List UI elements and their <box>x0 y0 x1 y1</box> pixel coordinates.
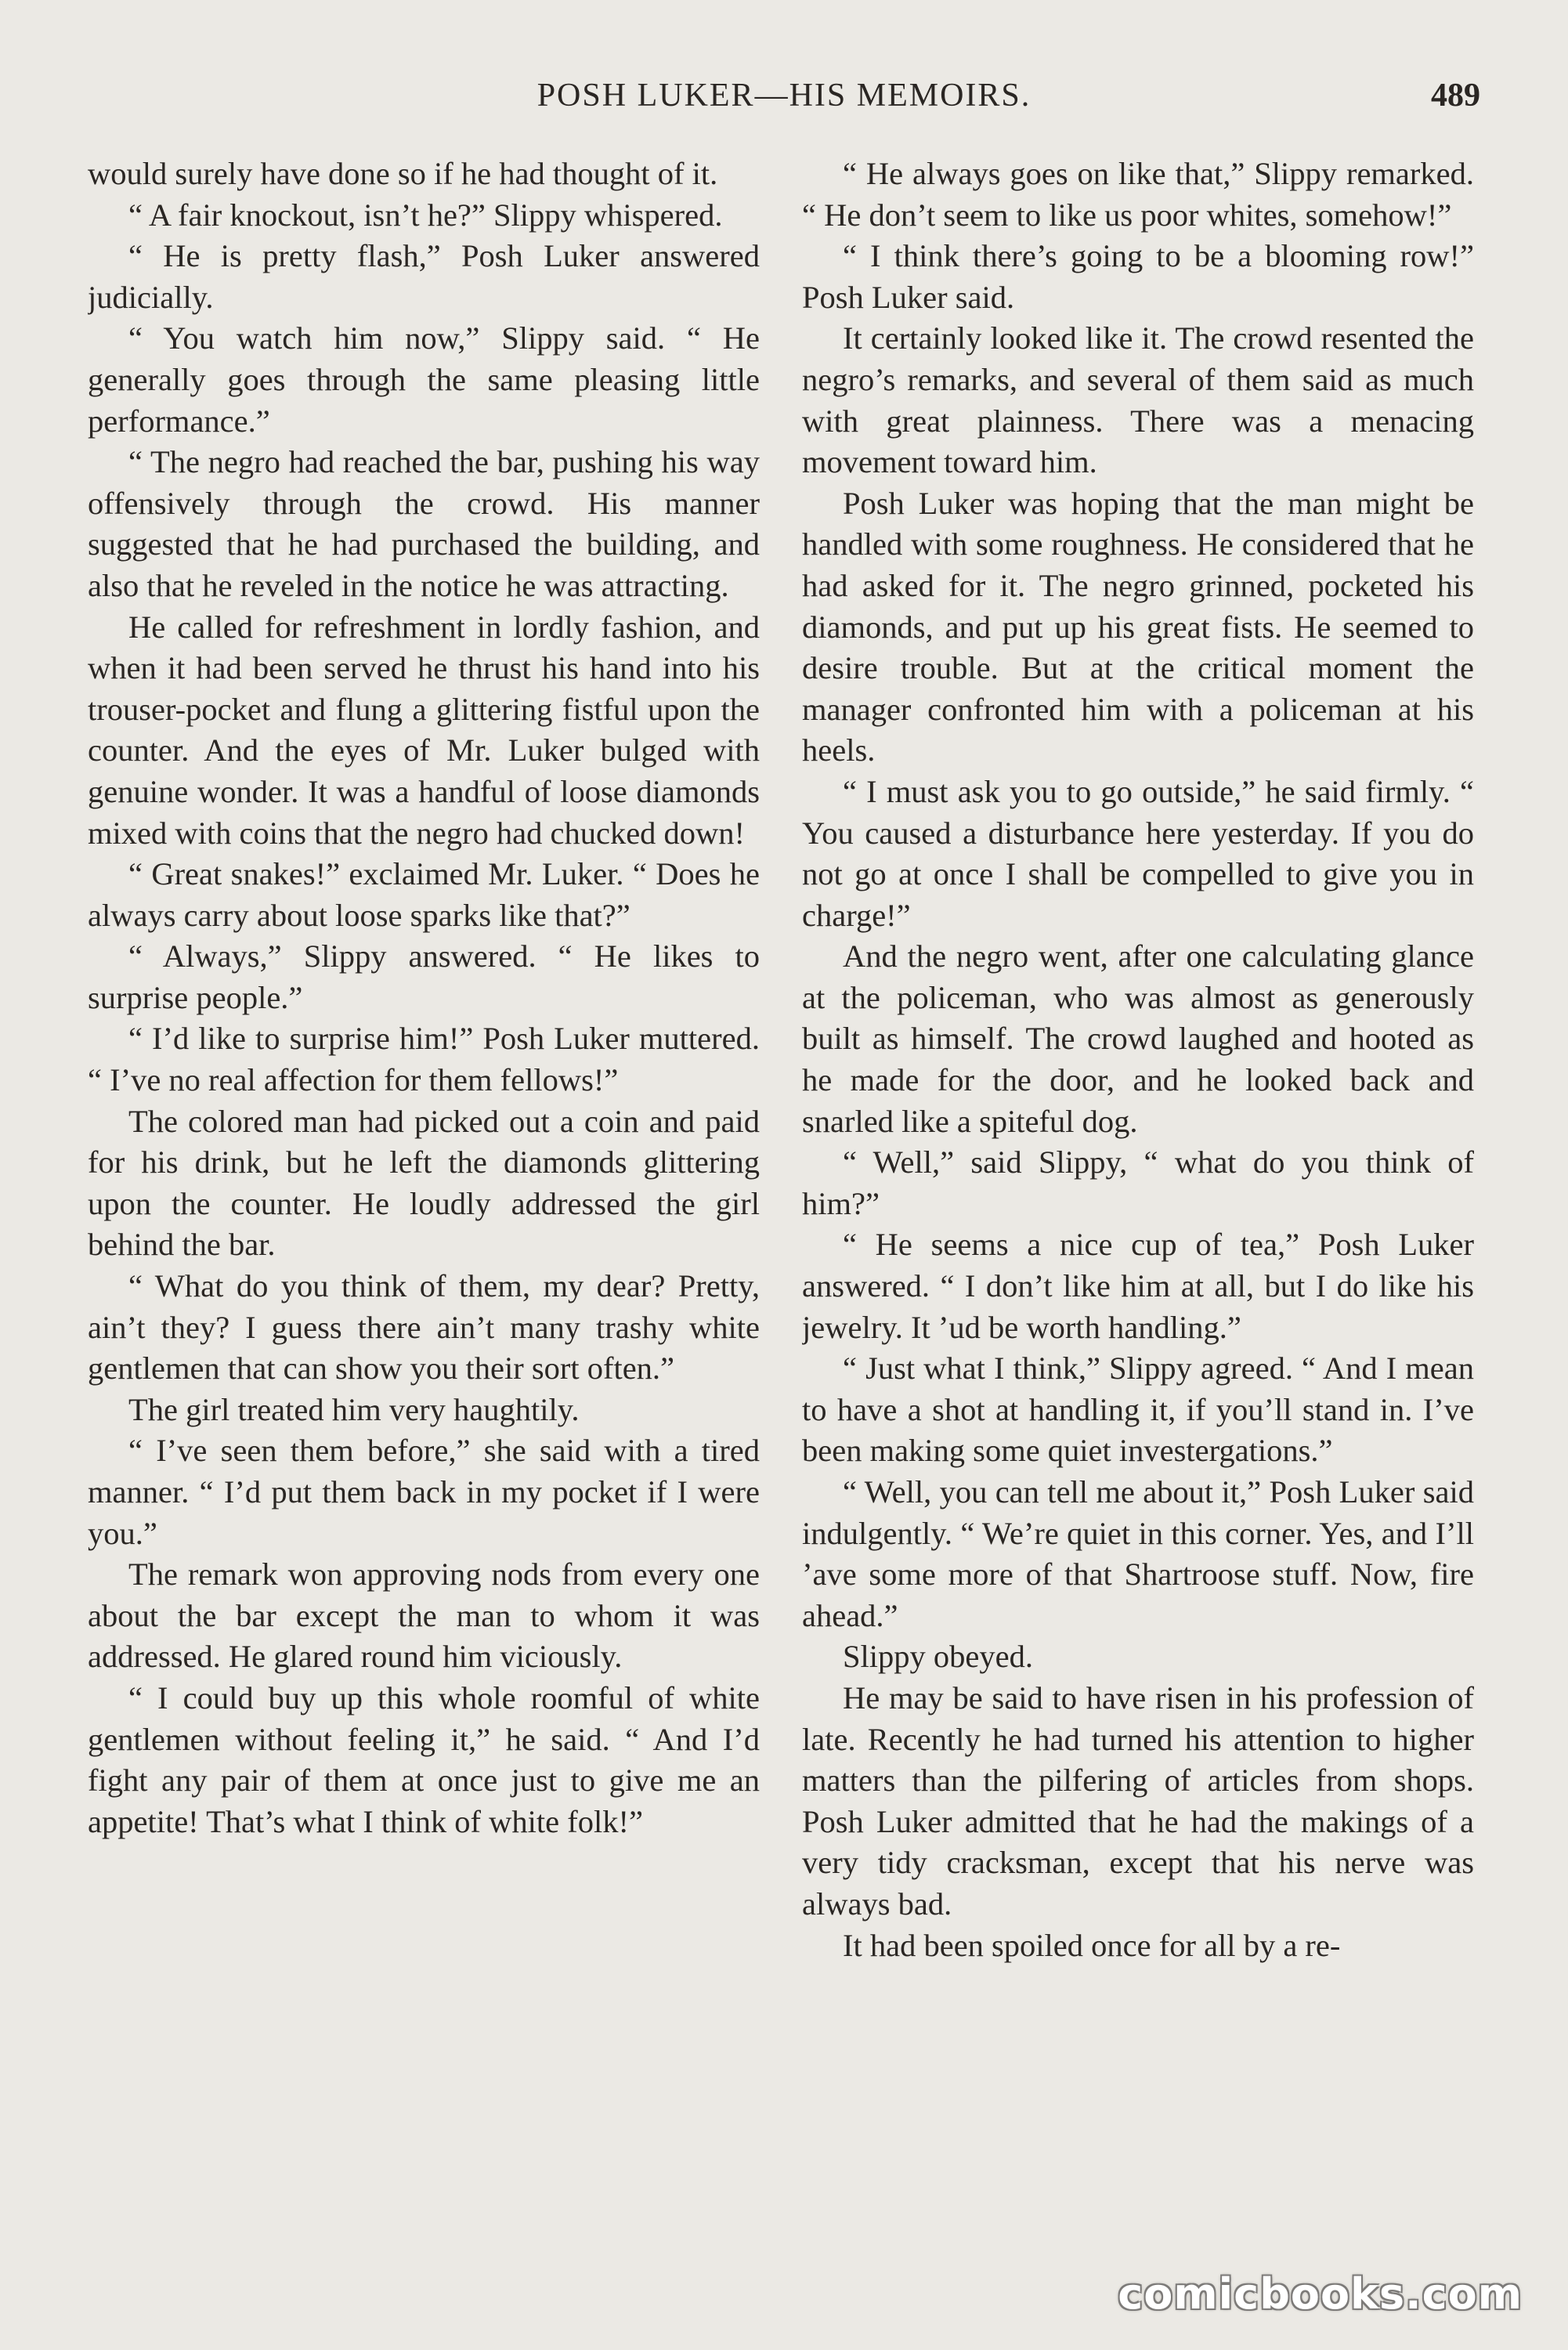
paragraph: “ Always,” Slippy answered. “ He likes to surprise people.” <box>88 938 760 1015</box>
paragraph: “ Just what I think,” Slippy agreed. “ And I mean to have a shot at handling it, if you’ll stand in. I’ve been making some quiet investergations.” <box>802 1350 1474 1469</box>
paragraph: And the negro went, after one calculating glance at the policeman, who was almost as generously built as himself. The crowd laughed and hooted as he made for the door, and he looked back and snarled like a spiteful dog. <box>802 938 1474 1139</box>
right-column <box>802 154 1474 2276</box>
page-header <box>0 77 1568 124</box>
page-number: 489 <box>1431 78 1480 114</box>
paragraph: He called for refreshment in lordly fashion, and when it had been served he thrust his hand into his trouser-pocket and flung a glittering fistful upon the counter. And the eyes of Mr. Luker bulged with genuine wonder. It was a handful of loose diamonds mixed with coins that the negro had chucked down! <box>88 609 760 851</box>
paragraph: “ He seems a nice cup of tea,” Posh Luker answered. “ I don’t like him at all, but I do like his jewelry. It ’ud be worth handling.” <box>802 1227 1474 1345</box>
paragraph: The girl treated him very haughtily. <box>128 1391 580 1427</box>
paragraph: “ You watch him now,” Slippy said. “ He generally goes through the same pleasing little performance.” <box>88 320 760 439</box>
paragraph: It certainly looked like it. The crowd resented the negro’s remarks, and several of them said as much with great plainness. There was a menacing movement toward him. <box>802 320 1474 480</box>
paragraph: “ Well,” said Slippy, “ what do you think of him?” <box>802 1144 1474 1221</box>
paragraph: “ He always goes on like that,” Slippy remarked. “ He don’t seem to like us poor whites, somehow!” <box>802 156 1474 233</box>
paragraph: “ What do you think of them, my dear? Pretty, ain’t they? I guess there ain’t many trashy white gentlemen that can show you their sort often.” <box>88 1268 760 1386</box>
paragraph: would surely have done so if he had thought of it. <box>88 156 718 191</box>
paragraph: Posh Luker was hoping that the man might be handled with some roughness. He considered that he had asked for it. The negro grinned, pocketed his diamonds, and put up his great fists. He seemed to desire trouble. But at the critical moment the manager confronted him with a policeman at his heels. <box>802 485 1474 768</box>
paragraph: He may be said to have risen in his profession of late. Recently he had turned his attention to higher matters than the pilfering of articles from shops. Posh Luker admitted that he had the makings of a very tidy cracksman, except that his nerve was always bad. <box>802 1679 1474 1922</box>
paragraph: “ He is pretty flash,” Posh Luker answered judicially. <box>88 238 760 315</box>
paragraph: The colored man had picked out a coin and paid for his drink, but he left the diamonds glittering upon the counter. He loudly addressed the girl behind the bar. <box>88 1103 760 1263</box>
paragraph: “ I must ask you to go outside,” he said firmly. “ You caused a disturbance here yesterday. If you do not go at once I shall be compelled to give you in charge!” <box>802 773 1474 933</box>
paragraph: “ I’d like to surprise him!” Posh Luker muttered. “ I’ve no real affection for them fellows!” <box>88 1021 760 1098</box>
paragraph: “ A fair knockout, isn’t he?” Slippy whispered. <box>128 197 723 233</box>
paragraph: “ The negro had reached the bar, pushing his way offensively through the crowd. His manner suggested that he had purchased the building, and also that he reveled in the notice he was attracting. <box>88 444 760 603</box>
paragraph: “ Well, you can tell me about it,” Posh Luker said indulgently. “ We’re quiet in this corner. Yes, and I’ll ’ave some more of that Shartroose stuff. Now, fire ahead.” <box>802 1474 1474 1633</box>
paragraph: “ I could buy up this whole roomful of white gentlemen without feeling it,” he said. “ And I’d fight any pair of them at once just to give me an appetite! That’s what I think of white folk!” <box>88 1679 760 1839</box>
paragraph: Slippy obeyed. <box>843 1639 1033 1675</box>
paragraph: “ I think there’s going to be a blooming row!” Posh Luker said. <box>802 238 1474 315</box>
watermark: comicbooks.com <box>1118 2269 1523 2319</box>
paragraph: “ Great snakes!” exclaimed Mr. Luker. “ Does he always carry about loose sparks like that?” <box>88 856 760 933</box>
paragraph: The remark won approving nods from every one about the bar except the man to whom it was addressed. He glared round him viciously. <box>88 1556 760 1675</box>
running-title: POSH LUKER—HIS MEMOIRS. <box>537 78 1031 114</box>
left-column <box>88 154 760 2276</box>
paragraph: “ I’ve seen them before,” she said with a tired manner. “ I’d put them back in my pocket if I were you.” <box>88 1433 760 1551</box>
paragraph: It had been spoiled once for all by a re- <box>843 1927 1341 1963</box>
